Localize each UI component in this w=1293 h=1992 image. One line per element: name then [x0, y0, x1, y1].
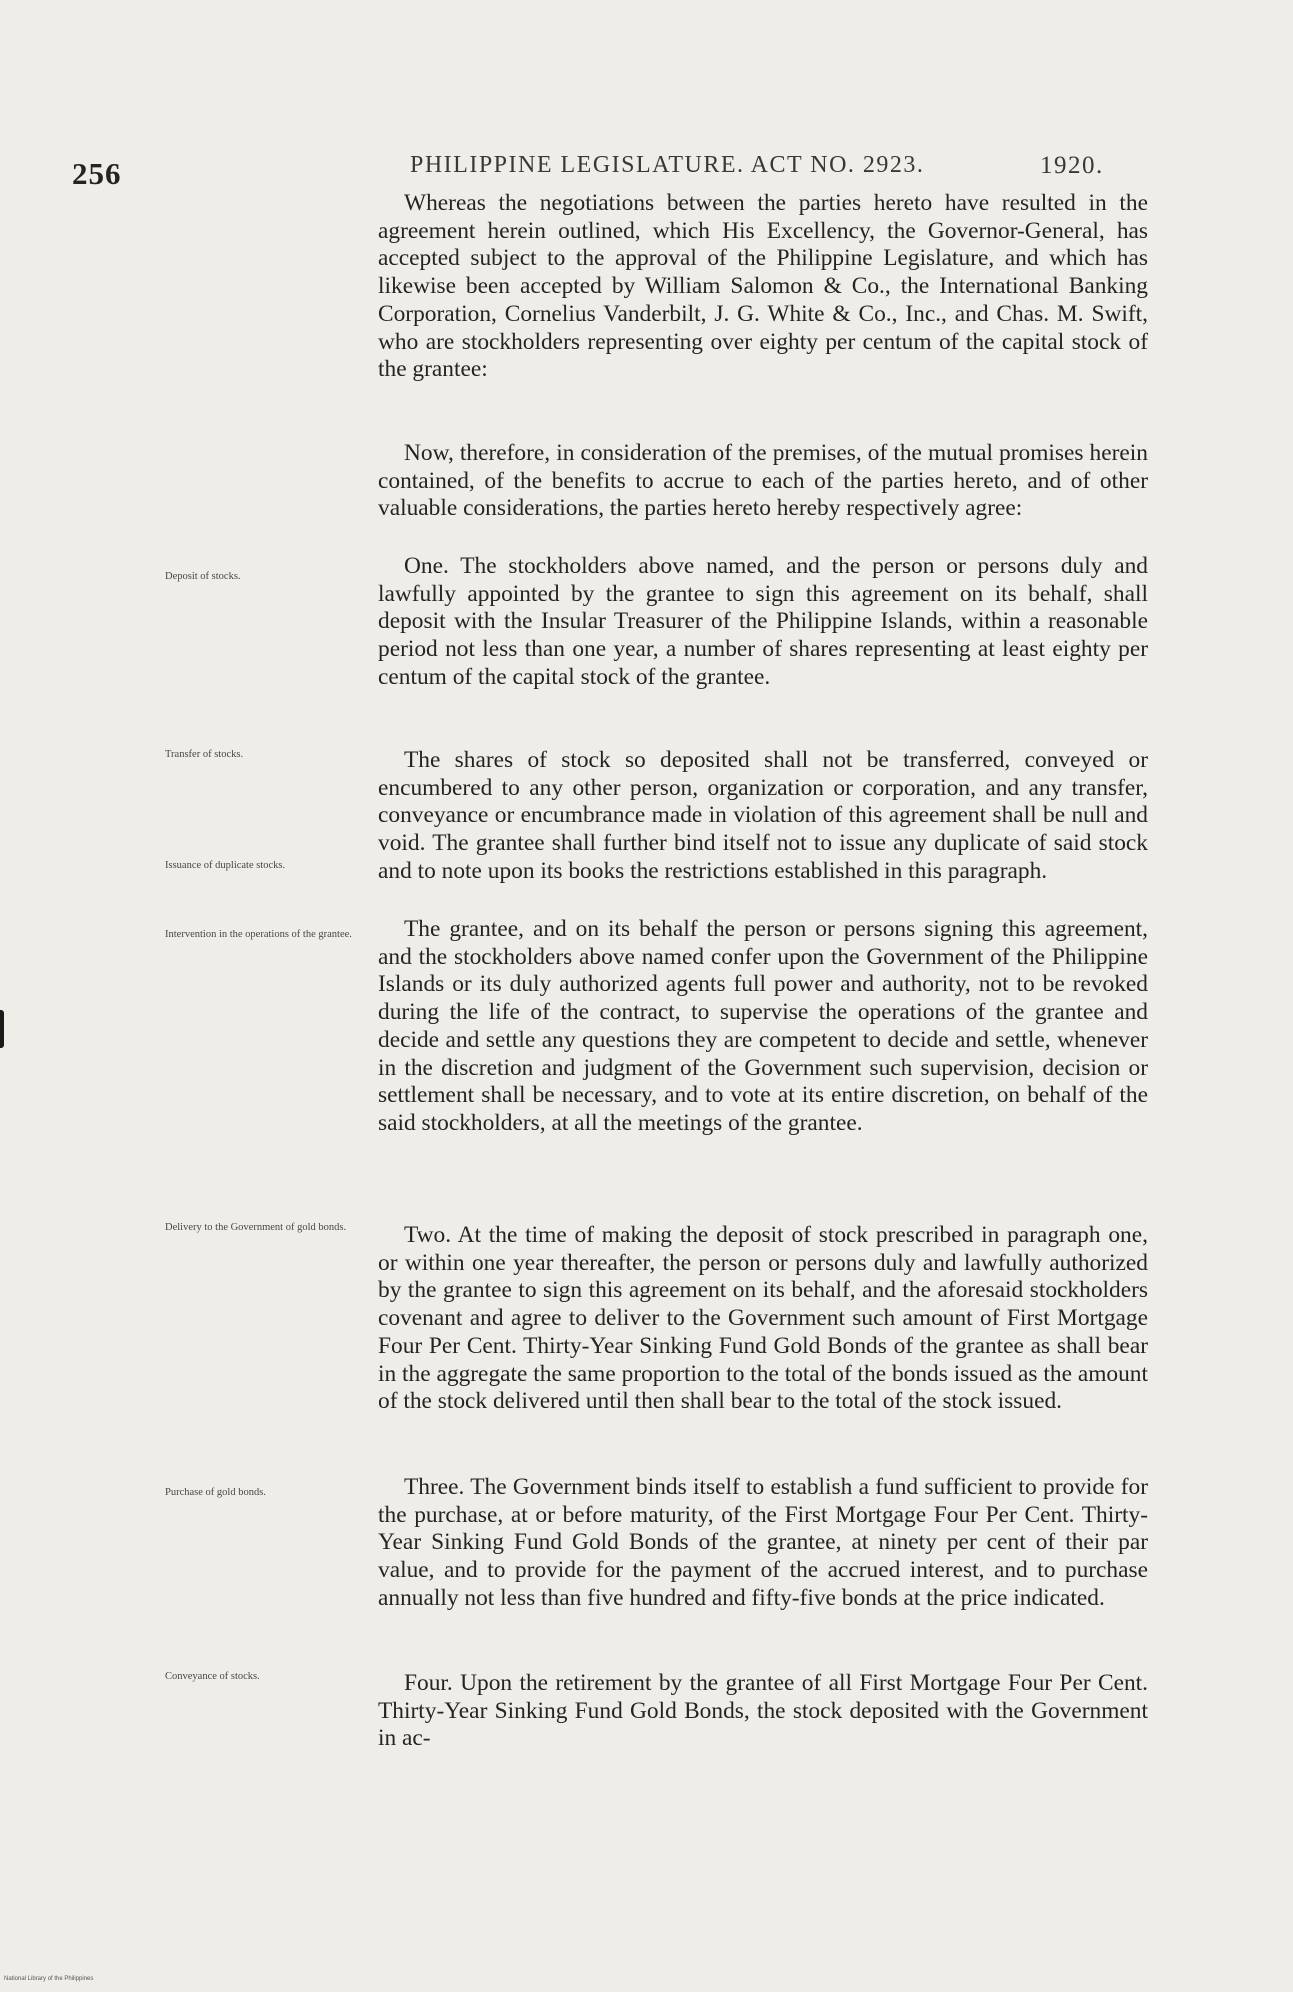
paragraph-one: One. The stockholders above named, and the person or persons duly and lawfully appointed by the grantee to sign this agreement on its behalf, shall deposit with the Insular Treasurer of the Philippine Islands, within a reasonable period not less than one year, a number of shares representing at least eighty per centum of the capital stock of the grantee.: [378, 553, 1148, 690]
sidenote-conveyance-of-stocks: Conveyance of stocks.: [165, 1671, 260, 1682]
paragraph-whereas: Whereas the negotiations between the parties hereto have resulted in the agreement herein outlined, which His Excellency, the Governor-General, has accepted subject to the approval of the Philippine Legislature, and which has likewise been accepted by William Salomon & Co., the International Banking Corporation, Cornelius Vanderbilt, J. G. White & Co., Inc., and Chas. M. Swift, who are stockholders representing over eighty per centum of the capital stock of the grantee:: [378, 190, 1148, 383]
paragraph-four: Four. Upon the retirement by the grantee of all First Mortgage Four Per Cent. Thirty-Year Sinking Fund Gold Bonds, the stock deposited with the Government in ac-: [378, 1670, 1148, 1752]
sidenote-issuance-of-duplicate-stocks: Issuance of duplicate stocks.: [165, 860, 286, 871]
sidenote-purchase-of-gold-bonds: Purchase of gold bonds.: [165, 1487, 266, 1498]
sidenote-transfer-of-stocks: Transfer of stocks.: [165, 749, 244, 760]
scan-footer-credit: National Library of the Philippines: [4, 1976, 94, 1982]
running-head: [410, 152, 1150, 179]
paragraph-intervention: The grantee, and on its behalf the person or persons signing this agreement, and the stockholders above named confer upon the Government of the Philippine Islands or its duly authorized agents full power and authority, not to be revoked during the life of the contract, to supervise the operations of the grantee and decide and settle any questions they are competent to decide and settle, whenever in the discretion and judgment of the Government such supervision, decision or settlement shall be necessary, and to vote at its entire discretion, on behalf of the said stockholders, at all the meetings of the grantee.: [378, 916, 1148, 1136]
paragraph-transfer: The shares of stock so deposited shall not be transferred, conveyed or encumbered to any other person, organization or corporation, and any transfer, conveyance or encumbrance made in violation of this agreement shall be null and void. The grantee shall further bind itself not to issue any duplicate of said stock and to note upon its books the restrictions established in this paragraph.: [378, 747, 1148, 884]
paragraph-three: Three. The Government binds itself to establish a fund sufficient to provide for the purchase, at or before maturity, of the First Mortgage Four Per Cent. Thirty-Year Sinking Fund Gold Bonds of the grantee, at ninety per cent of their par value, and to provide for the payment of the accrued interest, and to purchase annually not less than five hundred and fifty-five bonds at the price indicated.: [378, 1474, 1148, 1611]
scan-edge-mark: [0, 1010, 4, 1048]
sidenote-deposit-of-stocks: Deposit of stocks.: [165, 571, 241, 582]
page-number: 256: [72, 156, 122, 191]
running-head-title: PHILIPPINE LEGISLATURE. ACT NO. 2923.: [410, 152, 925, 178]
paragraph-now-therefore: Now, therefore, in consideration of the premises, of the mutual promises herein contained, of the benefits to accrue to each of the parties hereto, and of other valuable considerations, the parties hereto hereby respectively agree:: [378, 440, 1148, 522]
running-head-year: 1920.: [1040, 152, 1104, 179]
paragraph-two: Two. At the time of making the deposit of stock prescribed in paragraph one, or within one year thereafter, the person or persons duly and lawfully authorized by the grantee to sign this agreement on its behalf, and the aforesaid stockholders covenant and agree to deliver to the Government such amount of First Mortgage Four Per Cent. Thirty-Year Sinking Fund Gold Bonds of the grantee as shall bear in the aggregate the same proportion to the total of the bonds issued as the amount of the stock delivered until then shall bear to the total of the stock issued.: [378, 1222, 1148, 1415]
sidenote-intervention-in-operations: Intervention in the operations of the grantee.: [165, 929, 352, 940]
sidenote-delivery-of-gold-bonds: Delivery to the Government of gold bonds.: [165, 1222, 347, 1233]
